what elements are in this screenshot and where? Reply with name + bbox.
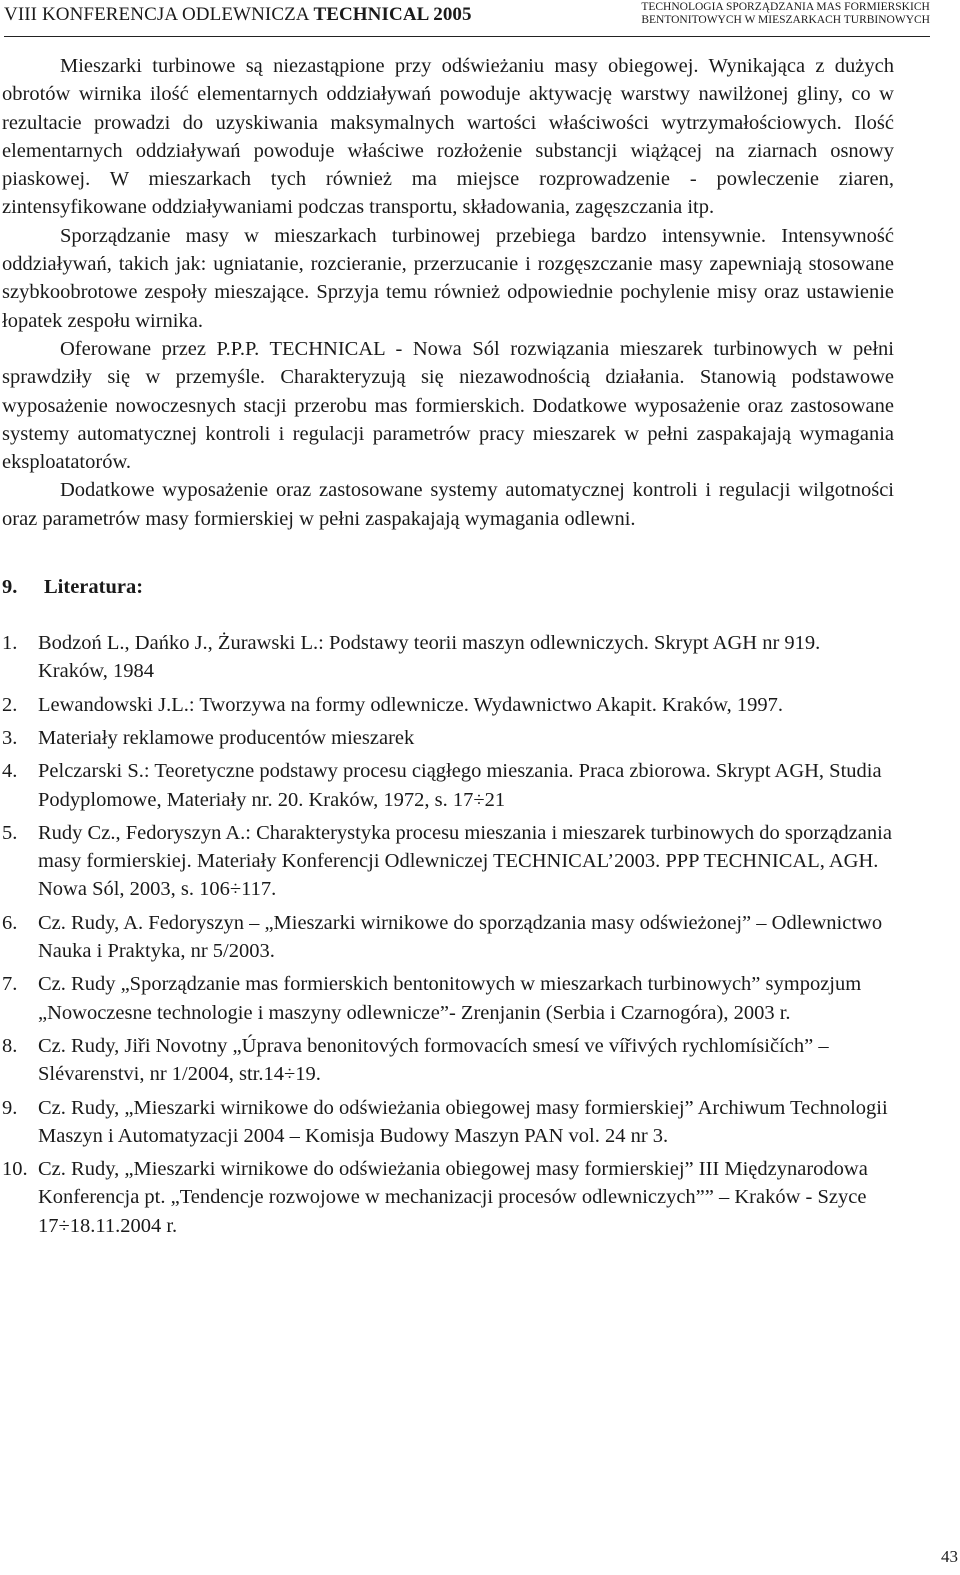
reference-text: Cz. Rudy „Sporządzanie mas formierskich bentonitowych w mieszarkach turbinowych” sympozjum „Nowoczesne technologie i maszyny odlewnicze”- Zrenjanin (Serbia i Czarnogóra), 2003 r. xyxy=(38,973,862,1024)
reference-text: Rudy Cz., Fedoryszyn A.: Charakterystyka procesu mieszania i mieszarek turbinowych do sporządzania masy formierskiej. Materiały Konferencji Odlewniczej TECHNICAL’2003. PPP TECHNICAL, AGH. Nowa Sól, 2003, s. 106÷117. xyxy=(38,821,892,901)
reference-list xyxy=(2,629,894,1240)
page-body xyxy=(2,52,894,1245)
section-heading-literature xyxy=(2,573,894,601)
reference-text: Cz. Rudy, „Mieszarki wirnikowe do odświeżania obiegowej masy formierskiej” III Międzynarodowa Konferencja pt. „Tendencje rozwojowe w mechanizacji procesów odlewniczych”” – Kraków - Szyce 17÷18.11.2004 r. xyxy=(38,1158,868,1237)
reference-text: Cz. Rudy, „Mieszarki wirnikowe do odświeżania obiegowej masy formierskiej” Archiwum Technologii Maszyn i Automatyzacji 2004 – Komisja Budowy Maszyn PAN vol. 24 nr 3. xyxy=(38,1096,888,1147)
reference-item xyxy=(2,1155,894,1240)
reference-text: Pelczarski S.: Teoretyczne podstawy procesu ciągłego mieszania. Praca zbiorowa. Skrypt AGH, Studia Podyplomowe, Materiały nr. 20. Kraków, 1972, s. 17÷21 xyxy=(38,760,882,811)
reference-number: 5. xyxy=(2,821,18,844)
reference-number: 4. xyxy=(2,760,18,783)
section-title: Literatura: xyxy=(44,576,144,599)
conference-name-bold: TECHNICAL 2005 xyxy=(313,4,472,25)
conference-prefix: VIII KONFERENCJA ODLEWNICZA xyxy=(4,4,309,25)
reference-item xyxy=(2,724,894,752)
reference-text: Materiały reklamowe producentów mieszarek xyxy=(38,726,415,749)
reference-item xyxy=(2,629,894,686)
article-running-title xyxy=(641,1,930,27)
body-paragraph-2: Sporządzanie masy w mieszarkach turbinowej przebiega bardzo intensywnie. Intensywność oddziaływań, takich jak: ugniatanie, rozcieranie, przerzucanie i rozgęszczanie masy zapewniają stosowane szybkoobrotowe zespoły mieszające. Sprzyja temu również odpowiednie pochylenie misy oraz ustawienie łopatek zespołu wirnika. xyxy=(2,224,894,332)
page-number: 43 xyxy=(941,1547,958,1566)
body-paragraph-3: Oferowane przez P.P.P. TECHNICAL - Nowa Sól rozwiązania mieszarek turbinowych w pełni sprawdziły się w przemyśle. Charakteryzują się niezawodnością działania. Stanowią podstawowe wyposażenie nowoczesnych stacji przerobu mas formierskich. Dodatkowe wyposażenie oraz zastosowane systemy automatycznej kontroli i regulacji parametrów pracy mieszarek w pełni zaspakajają wymagania eksploatatorów. xyxy=(2,337,894,474)
reference-item xyxy=(2,819,894,904)
reference-number: 10. xyxy=(2,1158,28,1181)
reference-number: 1. xyxy=(2,632,18,655)
reference-text: Bodzoń L., Dańko J., Żurawski L.: Podstawy teorii maszyn odlewniczych. Skrypt AGH nr 919. Kraków, 1984 xyxy=(38,632,821,683)
conference-title xyxy=(4,4,472,26)
section-number: 9. xyxy=(2,576,18,599)
reference-text: Cz. Rudy, A. Fedoryszyn – „Mieszarki wirnikowe do sporządzania masy odświeżonej” – Odlewnictwo Nauka i Praktyka, nr 5/2003. xyxy=(38,911,883,963)
reference-item xyxy=(2,909,894,966)
reference-number: 9. xyxy=(2,1096,18,1119)
reference-text: Lewandowski J.L.: Tworzywa na formy odlewnicze. Wydawnictwo Akapit. Kraków, 1997. xyxy=(38,693,784,716)
reference-number: 6. xyxy=(2,911,18,934)
reference-number: 8. xyxy=(2,1034,18,1057)
reference-item xyxy=(2,970,894,1027)
body-paragraph-4: Dodatkowe wyposażenie oraz zastosowane systemy automatycznej kontroli i regulacji wilgotności oraz parametrów masy formierskiej w pełni zaspakajają wymagania odlewni. xyxy=(2,479,894,530)
body-paragraph-1: Mieszarki turbinowe są niezastąpione przy odświeżaniu masy obiegowej. Wynikająca z dużych obrotów wirnika ilość elementarnych oddziaływań powoduje aktywację warstwy nawilżonej gliny, co w rezultacie prowadzi do uzyskiwania maksymalnych wartości właściwości wytrzymałościowych. Ilość elementarnych oddziaływań powoduje właściwe rozłożenie substancji wiążącej na ziarnach osnowy piaskowej. W mieszarkach tych również ma miejsce rozprowadzenie - powleczenie ziaren, zintensyfikowane oddziaływaniami podczas transportu, składowania, zagęszczania itp. xyxy=(2,55,894,219)
reference-item xyxy=(2,757,894,814)
reference-item xyxy=(2,1094,894,1151)
article-title-line-1: TECHNOLOGIA SPORZĄDZANIA MAS FORMIERSKICH xyxy=(641,1,930,13)
reference-text: Cz. Rudy, Jiři Novotny „Úprava benonitových formovacích smesí ve vířivých rychlomísičích” – Slévarenstvi, nr 1/2004, str.14÷19. xyxy=(38,1034,829,1086)
reference-number: 3. xyxy=(2,726,18,749)
reference-number: 2. xyxy=(2,693,18,716)
reference-item xyxy=(2,1032,894,1089)
running-header xyxy=(4,0,930,37)
reference-number: 7. xyxy=(2,973,18,996)
article-title-line-2: BENTONITOWYCH W MIESZARKACH TURBINOWYCH xyxy=(641,14,930,26)
reference-item xyxy=(2,691,894,719)
